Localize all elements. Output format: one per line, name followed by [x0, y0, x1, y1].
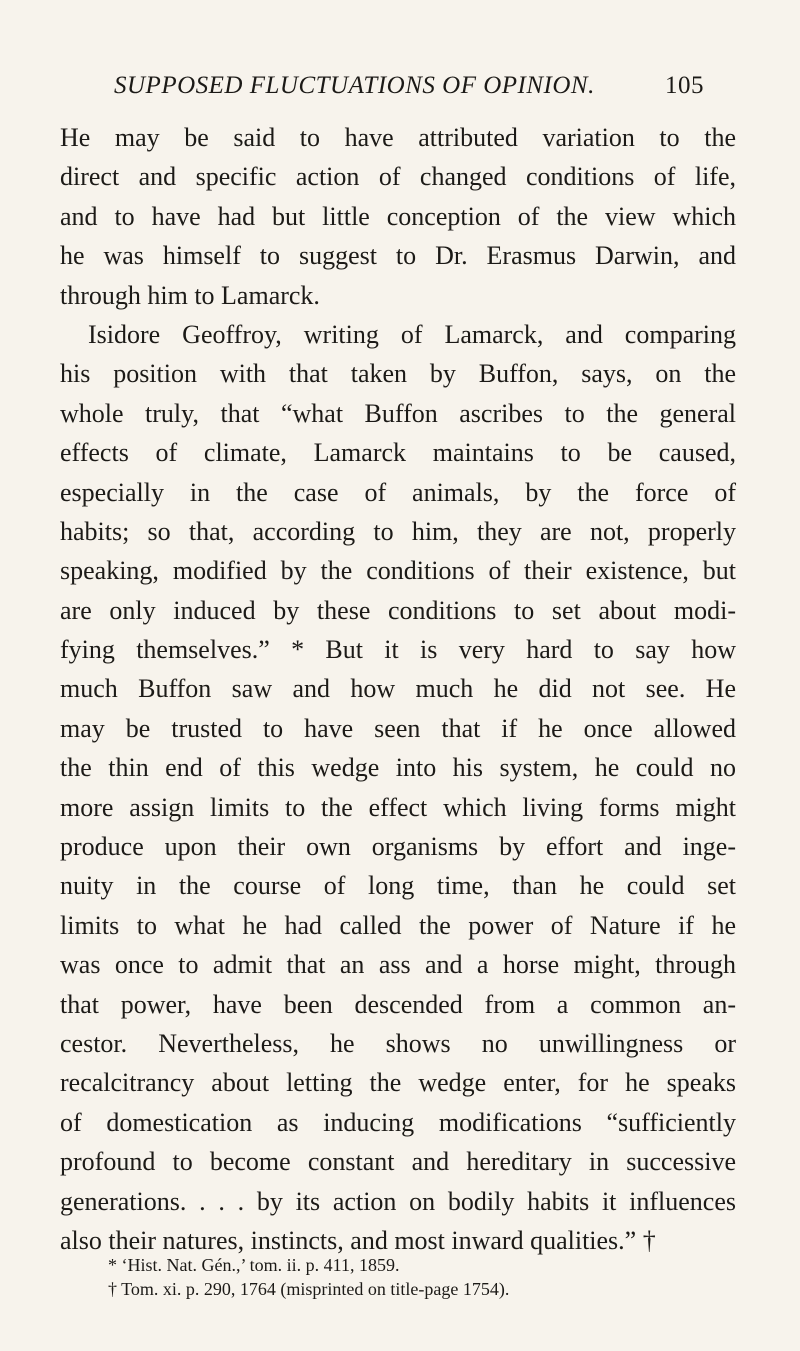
text-line: and to have had but little conception of the view which — [60, 201, 736, 231]
text-line: much Buffon saw and how much he did not see. He — [60, 674, 736, 704]
text-line: recalcitrancy about letting the wedge enter, for he speaks — [60, 1068, 736, 1098]
text-line: through him to Lamarck. — [60, 280, 320, 310]
text-line: may be trusted to have seen that if he once allowed — [60, 713, 736, 743]
running-header — [114, 72, 704, 112]
text-line: that power, have been descended from a common an- — [60, 989, 736, 1019]
text-line: habits; so that, according to him, they are not, properly — [60, 516, 736, 546]
footnotes — [108, 1253, 748, 1301]
text-line: speaking, modified by the conditions of their existence, but — [60, 556, 736, 586]
text-line: of domestication as inducing modifications “sufficiently — [60, 1107, 736, 1137]
text-line: are only induced by these conditions to set about modi- — [60, 595, 736, 625]
text-line: more assign limits to the effect which living forms might — [60, 792, 736, 822]
text-line: his position with that taken by Buffon, says, on the — [60, 359, 736, 389]
text-line: He may be said to have attributed variation to the — [60, 123, 736, 152]
text-line: Isidore Geoffroy, writing of Lamarck, and comparing — [88, 319, 736, 349]
body-text — [60, 118, 736, 1260]
footnote: * ‘Hist. Nat. Gén.,’ tom. ii. p. 411, 1859. — [108, 1255, 400, 1275]
text-line: direct and specific action of changed conditions of life, — [60, 162, 736, 192]
running-title: SUPPOSED FLUCTUATIONS OF OPINION. — [114, 72, 595, 99]
page-number: 105 — [665, 72, 704, 99]
text-line: limits to what he had called the power of Nature if he — [60, 910, 736, 940]
text-line: the thin end of this wedge into his system, he could no — [60, 753, 736, 783]
text-line: especially in the case of animals, by the force of — [60, 477, 736, 507]
text-line: whole truly, that “what Buffon ascribes to the general — [60, 398, 736, 428]
text-line: effects of climate, Lamarck maintains to be caused, — [60, 438, 736, 468]
text-line: also their natures, instincts, and most inward qualities.” † — [60, 1225, 656, 1255]
text-line: cestor. Nevertheless, he shows no unwillingness or — [60, 1028, 736, 1058]
text-line: profound to become constant and hereditary in successive — [60, 1147, 736, 1177]
text-line: he was himself to suggest to Dr. Erasmus Darwin, and — [60, 241, 736, 271]
footnote: † Tom. xi. p. 290, 1764 (misprinted on title-page 1754). — [108, 1279, 510, 1299]
text-line: was once to admit that an ass and a horse might, through — [60, 950, 736, 980]
text-line: nuity in the course of long time, than he could set — [60, 871, 736, 901]
text-line: generations. . . . by its action on bodily habits it influences — [60, 1186, 736, 1216]
text-line: produce upon their own organisms by effort and inge- — [60, 832, 736, 862]
text-line: fying themselves.” * But it is very hard to say how — [60, 635, 736, 665]
